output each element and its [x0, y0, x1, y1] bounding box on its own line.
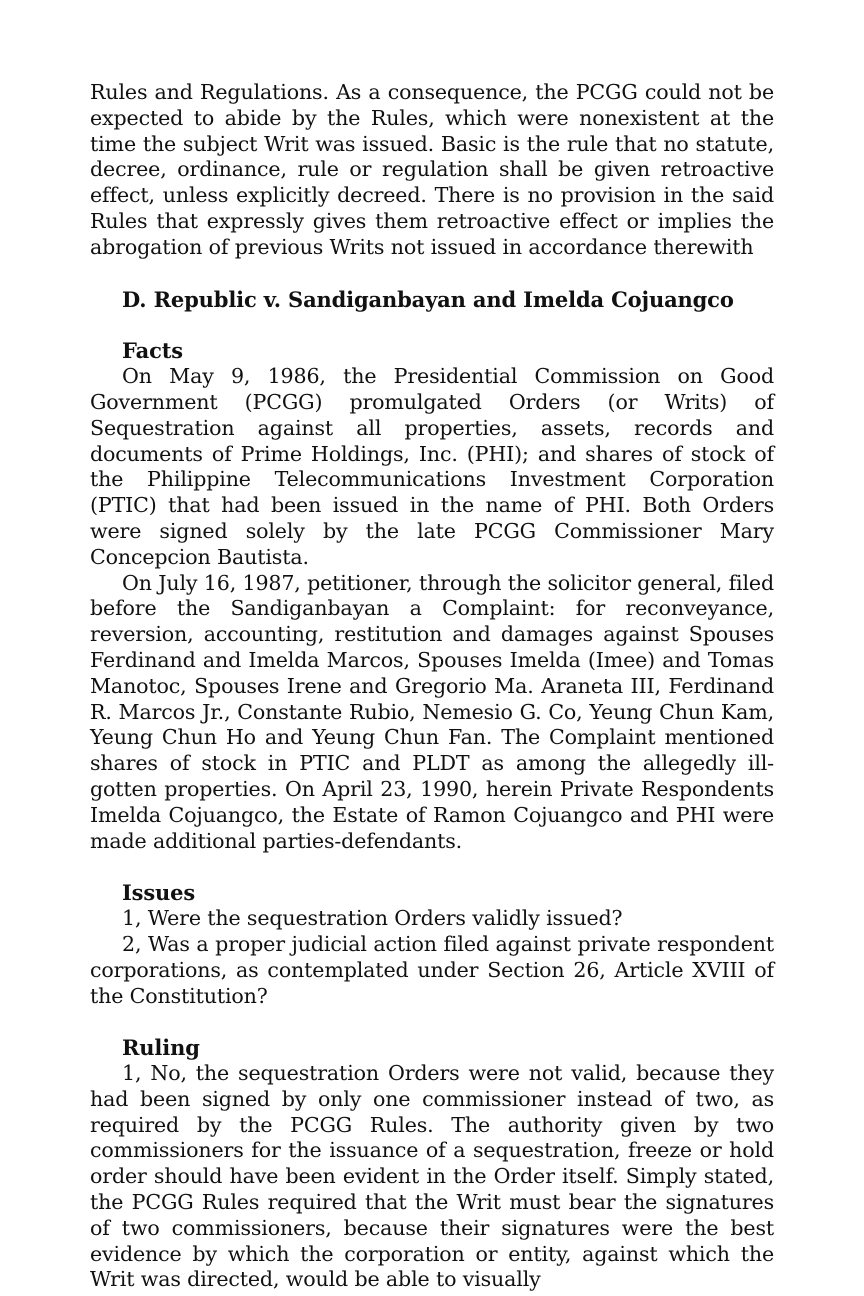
- ruling-heading: Ruling: [122, 1035, 200, 1061]
- document-page: [90, 80, 774, 1293]
- facts-heading: Facts: [122, 338, 183, 364]
- issue-item-1: 1, Were the sequestration Orders validly issued?: [122, 906, 623, 931]
- ruling-section: [90, 1035, 774, 1293]
- facts-paragraph-2: On July 16, 1987, petitioner, through the solicitor general, filed before the Sandiganbayan a Complaint: for reconveyance, reversion, accounting, restitution and damages against Spouses Ferdinand and Imelda Marcos, Spouses Imelda (Imee) and Tomas Manotoc, Spouses Irene and Gregorio Ma. Araneta III, Ferdinand R. Marcos Jr., Constante Rubio, Nemesio G. Co, Yeung Chun Kam, Yeung Chun Ho and Yeung Chun Fan. The Complaint mentioned shares of stock in PTIC and PLDT as among the allegedly ill-gotten properties. On April 23, 1990, herein Private Respondents Imelda Cojuangco, the Estate of Ramon Cojuangco and PHI were made additional parties-defendants.: [90, 570, 774, 853]
- issues-heading: Issues: [122, 880, 196, 906]
- facts-paragraph-1: On May 9, 1986, the Presidential Commission on Good Government (PCGG) promulgated Orders (or Writs) of Sequestration against all properties, assets, records and documents of Prime Holdings, Inc. (PHI); and shares of stock of the Philippine Telecommunications Investment Corporation (PTIC) that had been issued in the name of PHI. Both Orders were signed solely by the late PCGG Commissioner Mary Concepcion Bautista.: [90, 364, 774, 569]
- section-title: D. Republic v. Sandiganbayan and Imelda Cojuangco: [122, 286, 734, 312]
- issues-section: [90, 880, 774, 1009]
- facts-section: [90, 338, 774, 854]
- intro-paragraph: Rules and Regulations. As a consequence, the PCGG could not be expected to abide by the Rules, which were nonexistent at the time the subject Writ was issued. Basic is the rule that no statute, decree, ordinance, rule or regulation shall be given retroactive effect, unless explicitly decreed. There is no provision in the said Rules that expressly gives them retroactive effect or implies the abrogation of previous Writs not issued in accordance therewith: [90, 80, 774, 259]
- issue-item-2: 2, Was a proper judicial action filed against private respondent corporations, as contemplated under Section 26, Article XVIII of the Constitution?: [90, 931, 774, 1008]
- ruling-paragraph-1: 1, No, the sequestration Orders were not valid, because they had been signed by only one commissioner instead of two, as required by the PCGG Rules. The authority given by two commissioners for the issuance of a sequestration, freeze or hold order should have been evident in the Order itself. Simply stated, the PCGG Rules required that the Writ must bear the signatures of two commissioners, because their signatures were the best evidence by which the corporation or entity, against which the Writ was directed, would be able to visually: [90, 1061, 774, 1292]
